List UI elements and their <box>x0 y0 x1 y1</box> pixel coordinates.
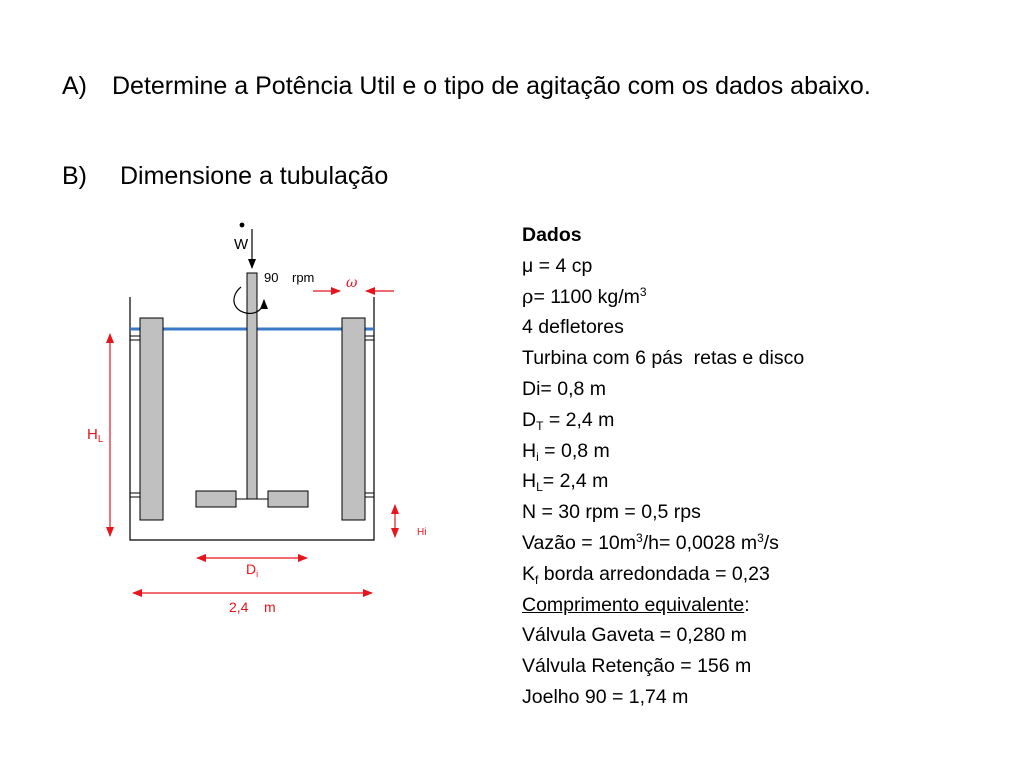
hl-label <box>87 426 104 445</box>
power-symbol: W <box>234 236 249 253</box>
data-baffles: 4 defletores <box>522 316 624 339</box>
flow-b: /h= 0,0028 m <box>642 531 758 554</box>
di-label-sub: i <box>256 569 259 579</box>
data-kf <box>522 559 1002 590</box>
agitated-tank-diagram <box>0 210 500 630</box>
question-b-text: Dimensione a tubulação <box>120 162 389 190</box>
data-density <box>522 282 1002 313</box>
data-panel <box>522 220 1002 713</box>
data-gate-valve: Válvula Gaveta = 0,280 m <box>522 624 747 647</box>
hi-sub: i <box>536 449 539 464</box>
data-dt <box>522 405 1002 436</box>
kf-rest: borda arredondada = 0,23 <box>538 562 770 585</box>
speed-value: 90 <box>264 270 279 285</box>
data-viscosity: μ = 4 cp <box>522 254 593 277</box>
kf-sub: f <box>535 572 539 587</box>
data-di: Di= 0,8 m <box>522 377 606 400</box>
question-b-label: B) <box>62 162 87 190</box>
shaft <box>247 273 257 499</box>
question-a-label: A) <box>62 72 87 100</box>
data-hl <box>522 466 1002 497</box>
flow-sup1: 3 <box>636 530 643 545</box>
hi-rest: = 0,8 m <box>538 439 610 462</box>
density-sup: 3 <box>639 284 647 299</box>
question-a-text: Determine a Potência Util e o tipo de agitação com os dados abaixo. <box>112 72 871 100</box>
baffle-right <box>342 318 374 520</box>
data-flow <box>522 528 1002 559</box>
data-check-valve: Válvula Retenção = 156 m <box>522 655 752 678</box>
omega-label: ω <box>346 275 358 291</box>
tank-diameter-label: 2,4 m <box>229 599 276 615</box>
question-a <box>62 68 962 148</box>
data-elbow: Joelho 90 = 1,74 m <box>522 685 689 708</box>
speed-unit: rpm <box>292 270 315 285</box>
dt-rest: = 2,4 m <box>543 408 615 431</box>
equiv-colon: : <box>744 593 750 616</box>
hi-main: H <box>522 439 537 462</box>
hl-label-sub: L <box>97 434 104 445</box>
hl-main: H <box>522 470 537 493</box>
data-equivalent-length <box>522 590 1002 621</box>
question-b <box>62 158 762 198</box>
density-text: = 1100 kg/m <box>533 285 640 308</box>
data-turbine: Turbina com 6 pás retas e disco <box>522 347 805 370</box>
data-hi <box>522 436 1002 467</box>
flow-a: Vazão = 10m <box>522 531 637 554</box>
hi-label: Hi <box>417 527 427 538</box>
hl-label-main: H <box>87 426 98 443</box>
hl-sub: L <box>536 480 543 495</box>
flow-c: /s <box>763 531 779 554</box>
di-label <box>246 561 258 579</box>
density-symbol: ρ <box>522 284 534 308</box>
hl-rest: = 2,4 m <box>542 470 609 493</box>
di-label-main: D <box>246 561 257 577</box>
kf-main: K <box>522 562 536 585</box>
dt-sub: T <box>536 418 544 433</box>
data-speed: N = 30 rpm = 0,5 rps <box>522 501 701 524</box>
flow-sup2: 3 <box>757 530 764 545</box>
data-title: Dados <box>522 224 582 246</box>
baffle-left <box>130 318 163 520</box>
equiv-heading: Comprimento equivalente <box>522 593 745 616</box>
dt-main: D <box>522 408 537 431</box>
power-dot <box>240 223 245 228</box>
